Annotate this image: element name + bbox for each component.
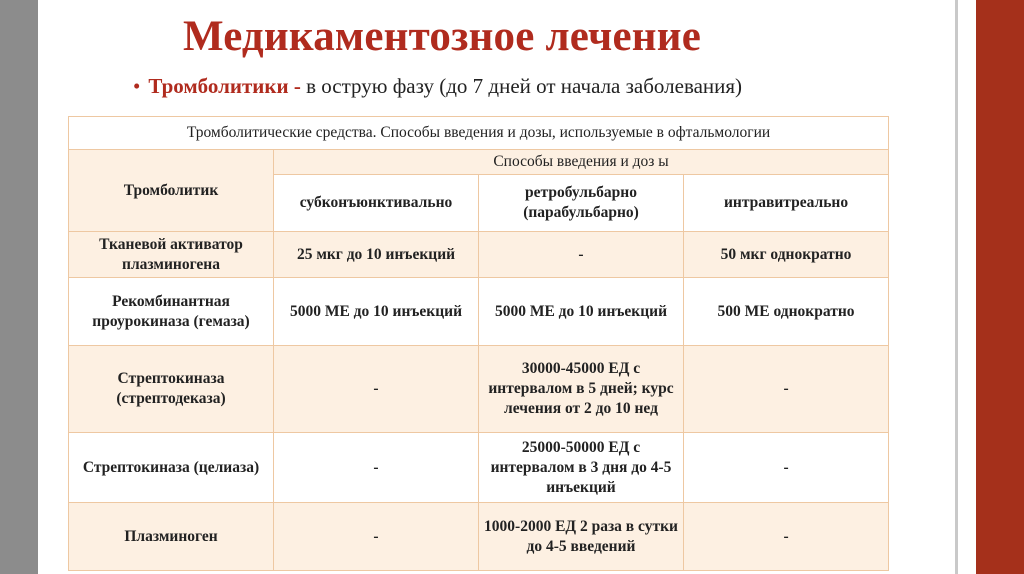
table-row [69, 232, 889, 278]
dose-sub: - [274, 433, 479, 503]
dose-sub: 5000 МЕ до 10 инъекций [274, 278, 479, 346]
header-thrombolytic: Тромболитик [69, 150, 274, 232]
header-methods: Способы введения и доз ы [274, 150, 889, 175]
dose-sub: - [274, 346, 479, 433]
table-row [69, 503, 889, 571]
dose-retro: 30000-45000 ЕД с интервалом в 5 дней; курс лечения от 2 до 10 нед [479, 346, 684, 433]
dose-intra: - [684, 433, 889, 503]
dose-intra: 50 мкг однократно [684, 232, 889, 278]
slide-subtitle [133, 74, 742, 99]
dose-retro: 1000-2000 ЕД 2 раза в сутки до 4-5 введений [479, 503, 684, 571]
dose-intra: - [684, 346, 889, 433]
left-decorative-bar [0, 0, 38, 574]
dose-intra: - [684, 503, 889, 571]
drug-name: Плазминоген [69, 503, 274, 571]
header-route-retro: ретробульбарно (парабульбарно) [479, 175, 684, 232]
drug-name: Стрептокиназа (целиаза) [69, 433, 274, 503]
dose-sub: - [274, 503, 479, 571]
bullet-icon: • [133, 74, 141, 98]
header-route-intra: интравитреально [684, 175, 889, 232]
right-divider-line [955, 0, 958, 574]
subtitle-text: в острую фазу (до 7 дней от начала заболевания) [306, 74, 743, 98]
dose-retro: 25000-50000 ЕД с интервалом в 3 дня до 4-5 инъекций [479, 433, 684, 503]
drug-name: Стрептокиназа (стрептодеказа) [69, 346, 274, 433]
header-route-sub: субконъюнктивально [274, 175, 479, 232]
dose-retro: 5000 МЕ до 10 инъекций [479, 278, 684, 346]
drug-name: Рекомбинантная проурокиназа (гемаза) [69, 278, 274, 346]
table-row [69, 433, 889, 503]
table-row [69, 278, 889, 346]
table-row [69, 346, 889, 433]
dose-sub: 25 мкг до 10 инъекций [274, 232, 479, 278]
slide-title: Медикаментозное лечение [183, 13, 701, 60]
drug-name: Тканевой активатор плазминогена [69, 232, 274, 278]
thrombolytics-table [68, 116, 889, 571]
dose-retro: - [479, 232, 684, 278]
dose-intra: 500 МЕ однократно [684, 278, 889, 346]
table-caption: Тромболитические средства. Способы введения и дозы, используемые в офтальмологии [69, 117, 889, 150]
right-decorative-bar [976, 0, 1024, 574]
subtitle-highlight: Тромболитики - [148, 74, 301, 98]
